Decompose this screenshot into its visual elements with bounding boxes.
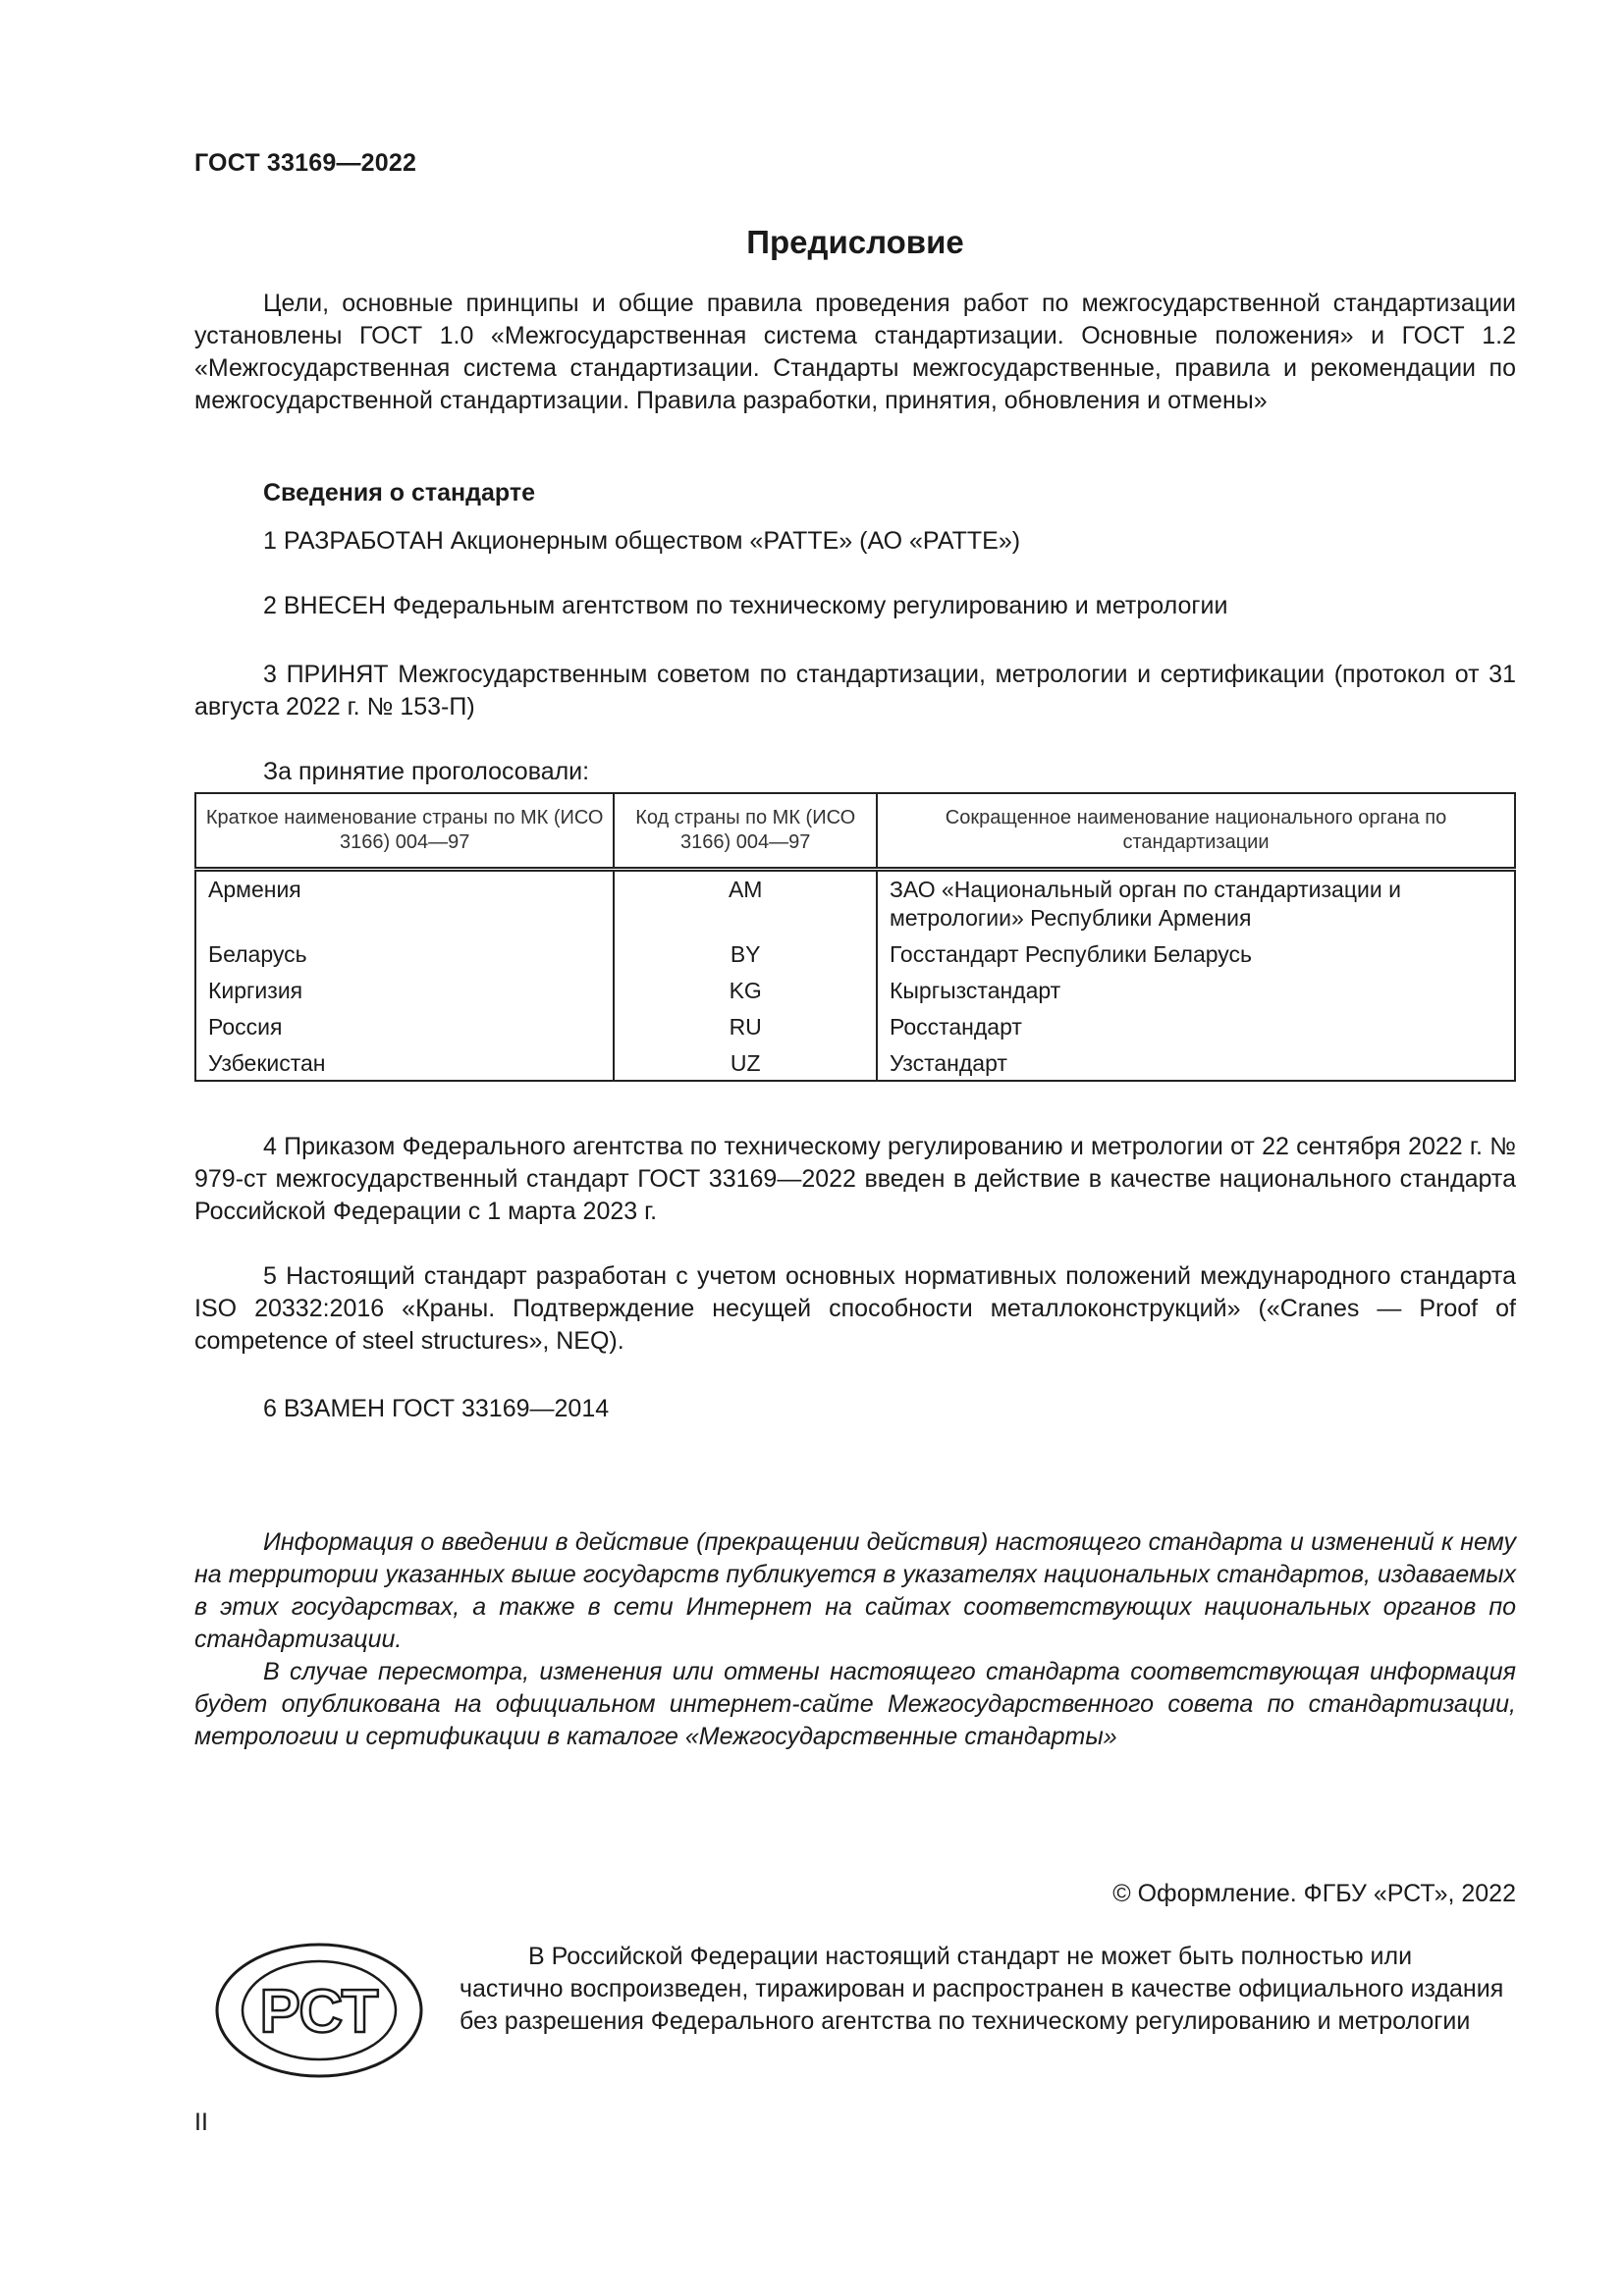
cell-country: Беларусь [195, 936, 614, 973]
cell-country: Россия [195, 1009, 614, 1045]
logo-text: РСТ [259, 1978, 379, 2046]
item-replaces: 6 ВЗАМЕН ГОСТ 33169—2014 [263, 1395, 610, 1422]
item-basis: 5 Настоящий стандарт разработан с учетом основных нормативных положений международного стандарта ISO 20332:2016 «Краны. Подтверждение несущей способности металлоконструкций» («Cranes — Proof of competence of steel structures», NEQ). [194, 1262, 1516, 1355]
item-submitted: 2 ВНЕСЕН Федеральным агентством по техническому регулированию и метрологии [263, 592, 1228, 619]
info-heading: Сведения о стандарте [263, 479, 536, 507]
cell-body: Госстандарт Республики Беларусь [877, 936, 1515, 973]
cell-code: RU [614, 1009, 877, 1045]
cell-code: KG [614, 973, 877, 1009]
intro-paragraph: Цели, основные принципы и общие правила проведения работ по межгосударственной стандартизации установлены ГОСТ 1.0 «Межгосударственная система стандартизации. Основные положения» и ГОСТ 1.2 «Межгосударственная система стандартизации. Стандарты межгосударственные, правила и рекомендации по межгосударственной стандартизации. Правила разработки, принятия, обновления и отмены» [194, 290, 1516, 414]
notice-revision: В случае пересмотра, изменения или отмены настоящего стандарта соответствующая информация будет опубликована на официальном интернет-сайте Межгосударственного совета по стандартизации, метрологии и сертификации в каталоге «Межгосударственные стандарты» [194, 1658, 1516, 1750]
column-header-country: Краткое наименование страны по МК (ИСО 3166) 004—97 [195, 793, 614, 870]
table-row [195, 1045, 1515, 1081]
cell-code: AM [614, 870, 877, 937]
item-developed: 1 РАЗРАБОТАН Акционерным обществом «РАТТЕ» (АО «РАТТЕ») [263, 527, 1021, 555]
cell-country: Узбекистан [195, 1045, 614, 1081]
cell-body: ЗАО «Национальный орган по стандартизации и метрологии» Республики Армения [877, 870, 1515, 937]
cell-country: Армения [195, 870, 614, 937]
page-title: Предисловие [746, 224, 964, 260]
item-adopted: 3 ПРИНЯТ Межгосударственным советом по стандартизации, метрологии и сертификации (протокол от 31 августа 2022 г. № 153-П) [194, 661, 1516, 721]
cell-country: Киргизия [195, 973, 614, 1009]
column-header-code: Код страны по МК (ИСО 3166) 004—97 [614, 793, 877, 870]
column-header-body: Сокращенное наименование национального органа по стандартизации [877, 793, 1515, 870]
cell-code: UZ [614, 1045, 877, 1081]
notice-publication: Информация о введении в действие (прекращении действия) настоящего стандарта и изменений к нему на территории указанных выше государств публикуется в указателях национальных стандартов, издаваемых в этих государствах, а также в сети Интернет на сайтах соответствующих национальных органов по стандартизации. [194, 1528, 1516, 1653]
cell-body: Росстандарт [877, 1009, 1515, 1045]
cell-body: Кыргызстандарт [877, 973, 1515, 1009]
document-header: ГОСТ 33169—2022 [194, 149, 417, 177]
item-enacted: 4 Приказом Федерального агентства по техническому регулированию и метрологии от 22 сентября 2022 г. № 979-ст межгосударственный стандарт ГОСТ 33169—2022 введен в действие в качестве национального стандарта Российской Федерации с 1 марта 2023 г. [194, 1133, 1516, 1225]
copyright-line: © Оформление. ФГБУ «РСТ», 2022 [1112, 1880, 1516, 1907]
cell-code: BY [614, 936, 877, 973]
table-row [195, 936, 1515, 973]
rst-logo-icon [214, 1942, 424, 2079]
table-row [195, 1009, 1515, 1045]
table-row [195, 870, 1515, 937]
voting-table [194, 792, 1516, 1082]
table-row [195, 973, 1515, 1009]
vote-caption: За принятие проголосовали: [263, 758, 590, 785]
cell-body: Узстандарт [877, 1045, 1515, 1081]
rights-notice: В Российской Федерации настоящий стандарт не может быть полностью или частично воспроизведен, тиражирован и распространен в качестве официального издания без разрешения Федерального агентства по техническому регулированию и метрологии [460, 1943, 1504, 2035]
page-number: II [194, 2109, 208, 2136]
table-header-row [195, 793, 1515, 870]
document-page [194, 0, 1516, 2296]
